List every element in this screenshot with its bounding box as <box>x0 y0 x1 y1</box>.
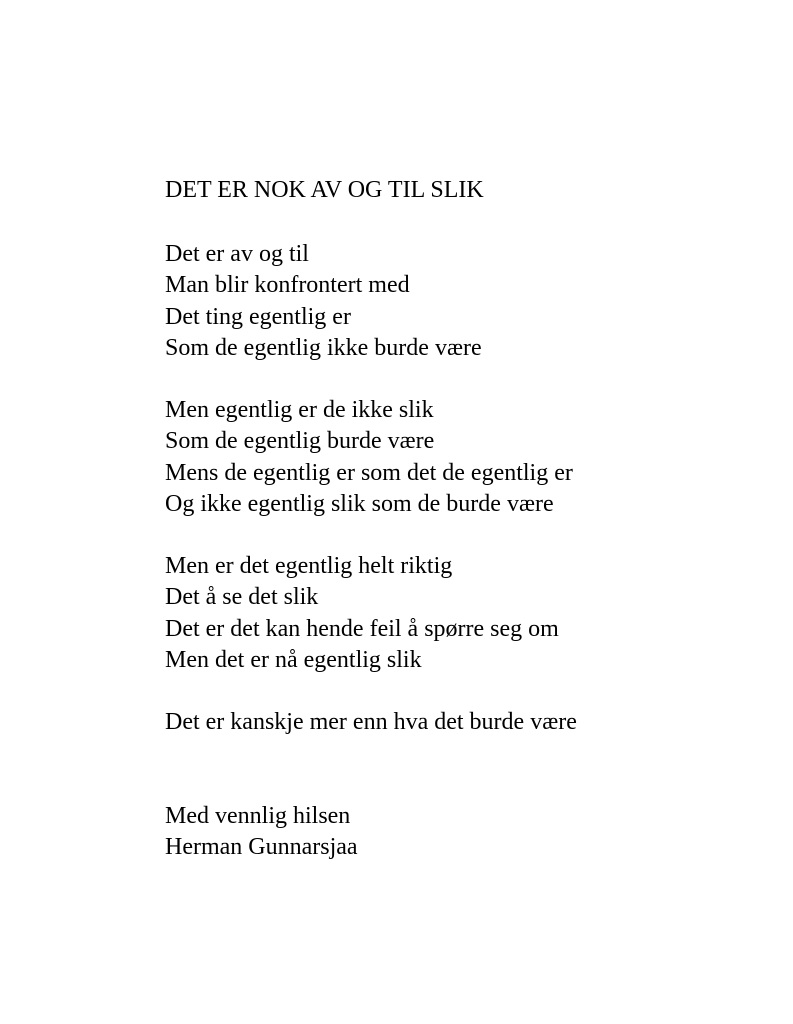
stanza-line: Det ting egentlig er <box>165 303 351 330</box>
stanza-line: Men det er nå egentlig slik <box>165 646 422 673</box>
stanza-line: Som de egentlig burde være <box>165 428 435 455</box>
stanza-line: Det er det kan hende feil å spørre seg om <box>165 615 559 642</box>
signature-block <box>165 801 765 864</box>
stanza-line: Og ikke egentlig slik som de burde være <box>165 490 554 517</box>
author-name: Herman Gunnarsjaa <box>165 834 358 861</box>
stanza-line: Men er det egentlig helt riktig <box>165 553 453 579</box>
stanza-4 <box>165 707 765 738</box>
stanza-2 <box>165 395 765 520</box>
stanza-3 <box>165 551 765 676</box>
stanza-line: Mens de egentlig er som det de egentlig er <box>165 459 573 486</box>
stanza-line: Det er kanskje mer enn hva det burde være <box>165 709 577 735</box>
stanza-line: Men egentlig er de ikke slik <box>165 397 434 423</box>
stanza-line: Det er av og til <box>165 241 309 267</box>
stanza-line: Som de egentlig ikke burde være <box>165 334 482 361</box>
stanza-line: Det å se det slik <box>165 584 319 611</box>
closing-line: Med vennlig hilsen <box>165 803 351 829</box>
stanza-line: Man blir konfrontert med <box>165 272 410 299</box>
poem-title: DET ER NOK AV OG TIL SLIK <box>165 177 484 203</box>
stanza-1 <box>165 239 765 364</box>
